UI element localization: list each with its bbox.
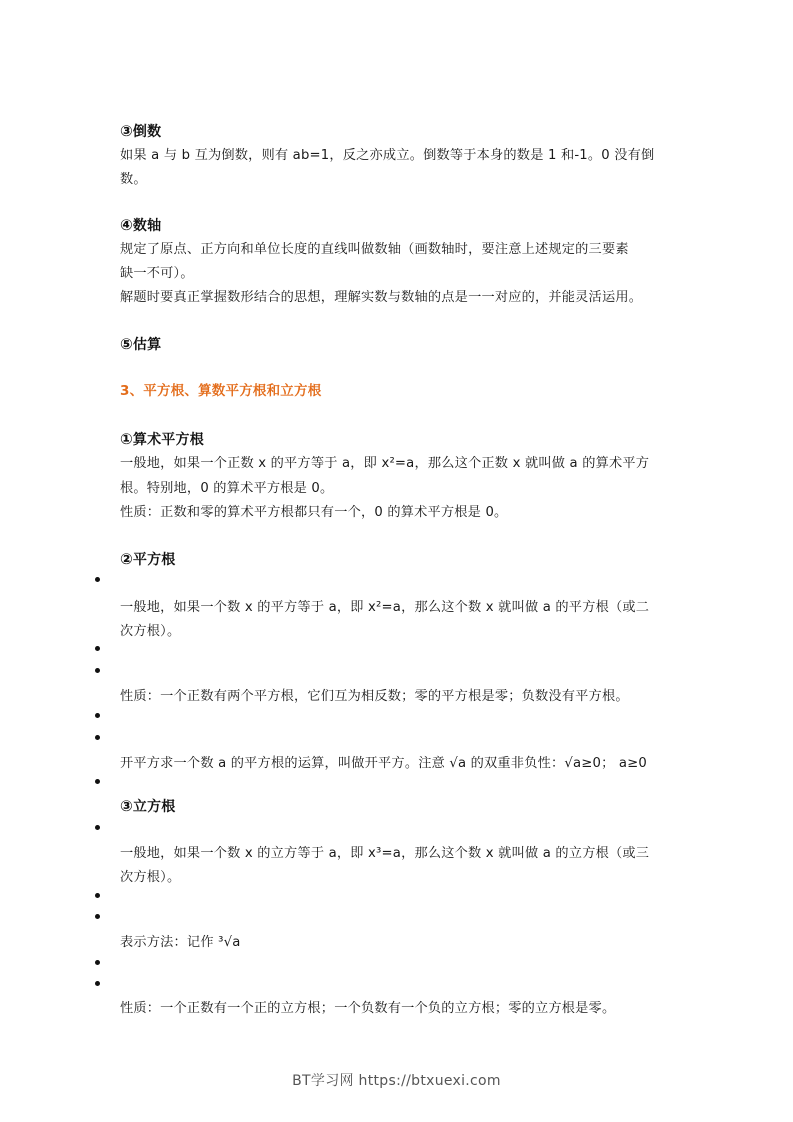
paragraph-line: 规定了原点、正方向和单位长度的直线叫做数轴（画数轴时，要注意上述规定的三要素 (120, 242, 629, 257)
heading-number: ② (120, 550, 133, 568)
list-bullet (95, 960, 100, 965)
heading-title: 算术平方根 (132, 432, 204, 448)
paragraph-line: 次方根）。 (120, 870, 181, 885)
paragraph-line: 性质：一个正数有两个平方根，它们互为相反数；零的平方根是零；负数没有平方根。 (120, 689, 629, 704)
heading-cube-root (120, 795, 680, 818)
heading-number-line (120, 214, 680, 237)
paragraph-line: 性质：一个正数有一个正的立方根；一个负数有一个负的立方根；零的立方根是零。 (120, 1001, 616, 1016)
list-bullet (95, 893, 100, 898)
paragraph-line: 根。特别地，0 的算术平方根是 0。 (120, 481, 334, 496)
chapter-title: 3、平方根、算数平方根和立方根 (120, 383, 322, 399)
list-bullet (95, 577, 100, 582)
paragraph-line: 数。 (120, 172, 147, 187)
paragraph-line: 次方根）。 (120, 624, 181, 639)
paragraph-line: 一般地，如果一个正数 x 的平方等于 a，即 x²=a，那么这个正数 x 就叫做 a 的算术平方 (120, 456, 650, 471)
heading-estimation (120, 333, 680, 356)
heading-number: ⑤ (120, 335, 133, 353)
paragraph-line: 一般地，如果一个数 x 的立方等于 a，即 x³=a，那么这个数 x 就叫做 a 的立方根（或三 (120, 846, 650, 861)
heading-title: 估算 (132, 337, 162, 353)
paragraph-line: 表示方法：记作 ³√a (120, 935, 241, 950)
list-bullet (95, 825, 100, 830)
list-bullet (95, 779, 100, 784)
list-bullet (95, 735, 100, 740)
list-bullet (95, 646, 100, 651)
list-bullet (95, 713, 100, 718)
heading-title: 立方根 (132, 799, 176, 815)
list-bullet (95, 914, 100, 919)
heading-number: ③ (120, 797, 133, 815)
heading-square-root (120, 548, 680, 571)
list-bullet (95, 981, 100, 986)
heading-reciprocal (120, 120, 680, 143)
heading-number: ④ (120, 216, 133, 234)
heading-number: ③ (120, 122, 133, 140)
heading-title: 数轴 (132, 218, 162, 234)
paragraph-line: 开平方求一个数 a 的平方根的运算，叫做开平方。注意 √a 的双重非负性：√a≥0； a≥0 (120, 756, 647, 771)
paragraph-line: 解题时要真正掌握数形结合的思想，理解实数与数轴的点是一一对应的，并能灵活运用。 (120, 290, 643, 305)
heading-number: ① (120, 430, 133, 448)
footer-watermark: BT学习网 https://btxuexi.com (292, 1073, 501, 1089)
paragraph-line: 缺一不可）。 (120, 266, 194, 281)
heading-title: 平方根 (132, 552, 176, 568)
paragraph-line: 性质：正数和零的算术平方根都只有一个，0 的算术平方根是 0。 (120, 505, 508, 520)
heading-title: 倒数 (132, 124, 162, 140)
list-bullet (95, 668, 100, 673)
heading-arithmetic-square-root (120, 428, 680, 451)
paragraph-line: 如果 a 与 b 互为倒数，则有 ab=1，反之亦成立。倒数等于本身的数是 1 和-1。0 没有倒 (120, 148, 655, 163)
paragraph-line: 一般地，如果一个数 x 的平方等于 a，即 x²=a，那么这个数 x 就叫做 a 的平方根（或二 (120, 600, 650, 615)
